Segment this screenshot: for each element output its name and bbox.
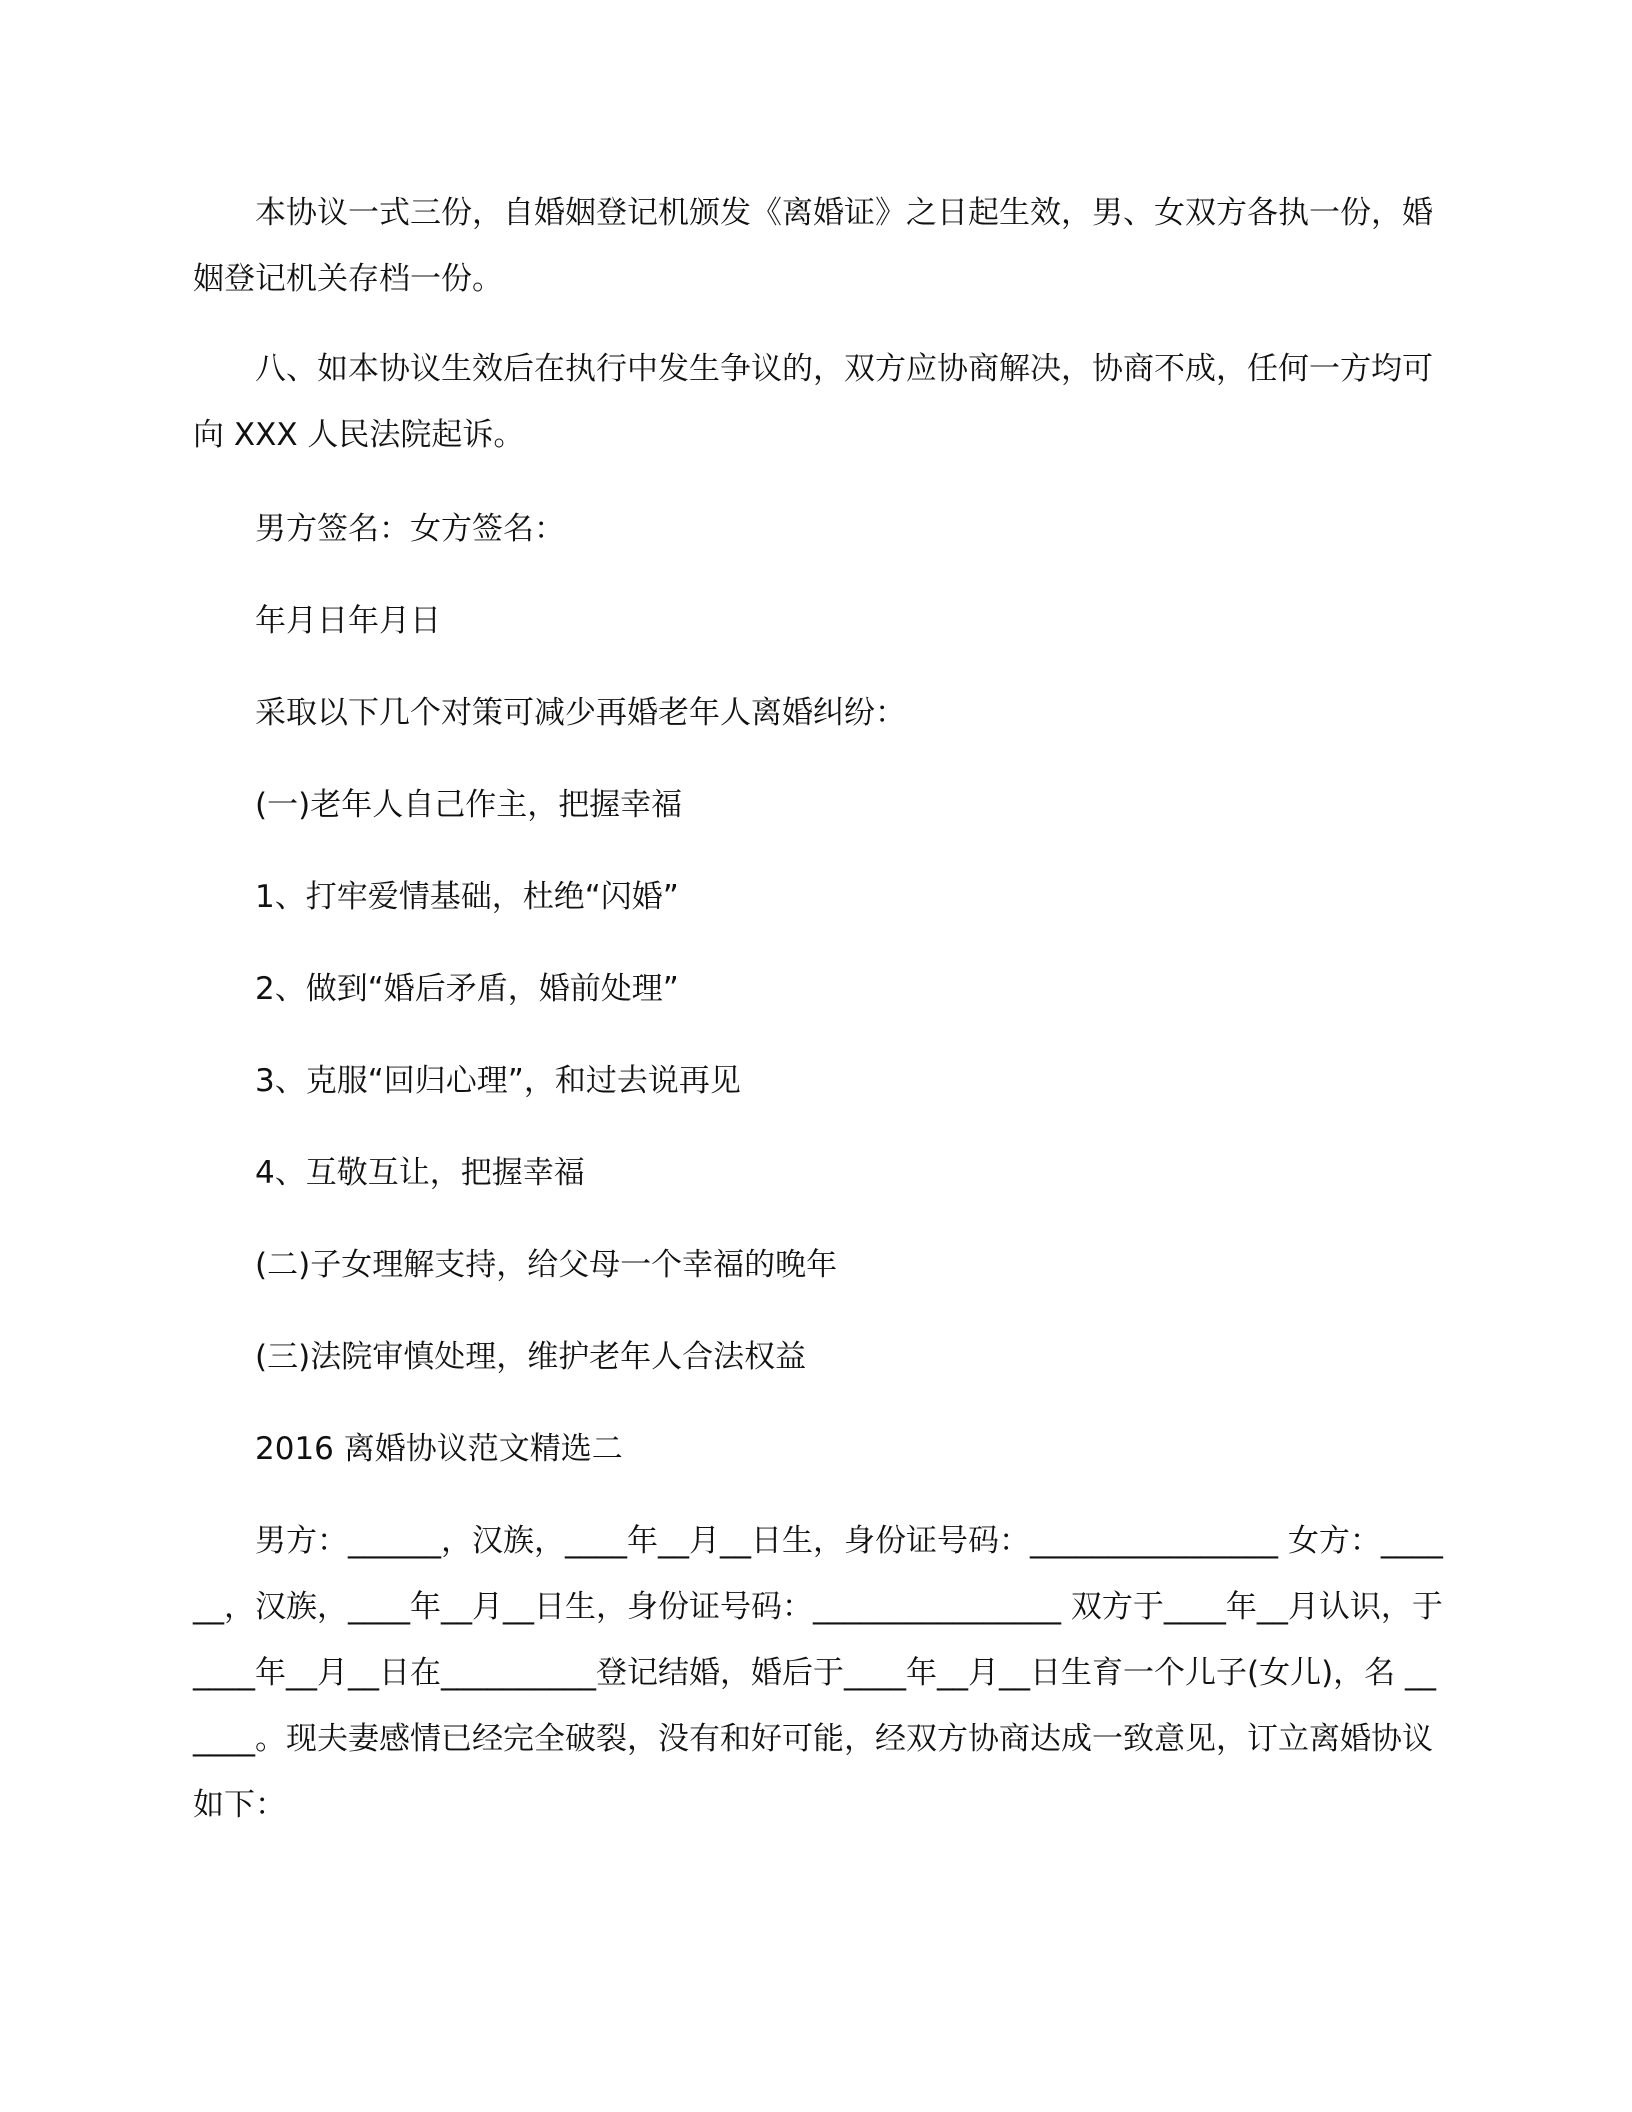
paragraph-item-1: 1、打牢爱情基础，杜绝“闪婚” <box>255 879 679 915</box>
paragraph-dates: 年月日年月日 <box>255 603 441 639</box>
paragraph-heading-sample-two: 2016 离婚协议范文精选二 <box>255 1431 623 1467</box>
paragraph-item-2: 2、做到“婚后矛盾，婚前处理” <box>255 971 679 1007</box>
paragraph-effect-clause: 本协议一式三份，自婚姻登记机颁发《离婚证》之日起生效，男、女双方各执一份，婚姻登记机关存档一份。 <box>193 195 1433 297</box>
paragraph-section-two: (二)子女理解支持，给父母一个幸福的晚年 <box>255 1247 838 1283</box>
paragraph-dispute-clause: 八、如本协议生效后在执行中发生争议的，双方应协商解决，协商不成，任何一方均可向 XXX 人民法院起诉。 <box>193 351 1433 453</box>
paragraph-party-details: 男方：______，汉族，____年__月__日生，身份证号码：________________ 女方：______，汉族，____年__月__日生，身份证号码：________________ 双方于____年__月认识，于____年__月__日在__________登记结婚，婚后于____年__月__日生育一个儿子(女儿)，名 ______。现夫妻感情已经完全破裂，没有和好可能，经双方协商达成一致意见，订立离婚协议如下： <box>193 1523 1443 1823</box>
paragraph-item-4: 4、互敬互让，把握幸福 <box>255 1155 585 1191</box>
paragraph-item-3: 3、克服“回归心理”，和过去说再见 <box>255 1063 741 1099</box>
paragraph-section-three: (三)法院审慎处理，维护老年人合法权益 <box>255 1339 807 1375</box>
paragraph-section-one: (一)老年人自己作主，把握幸福 <box>255 787 683 823</box>
paragraph-strategies-intro: 采取以下几个对策可减少再婚老年人离婚纠纷： <box>255 695 906 731</box>
paragraph-signatures: 男方签名：女方签名： <box>255 511 565 547</box>
